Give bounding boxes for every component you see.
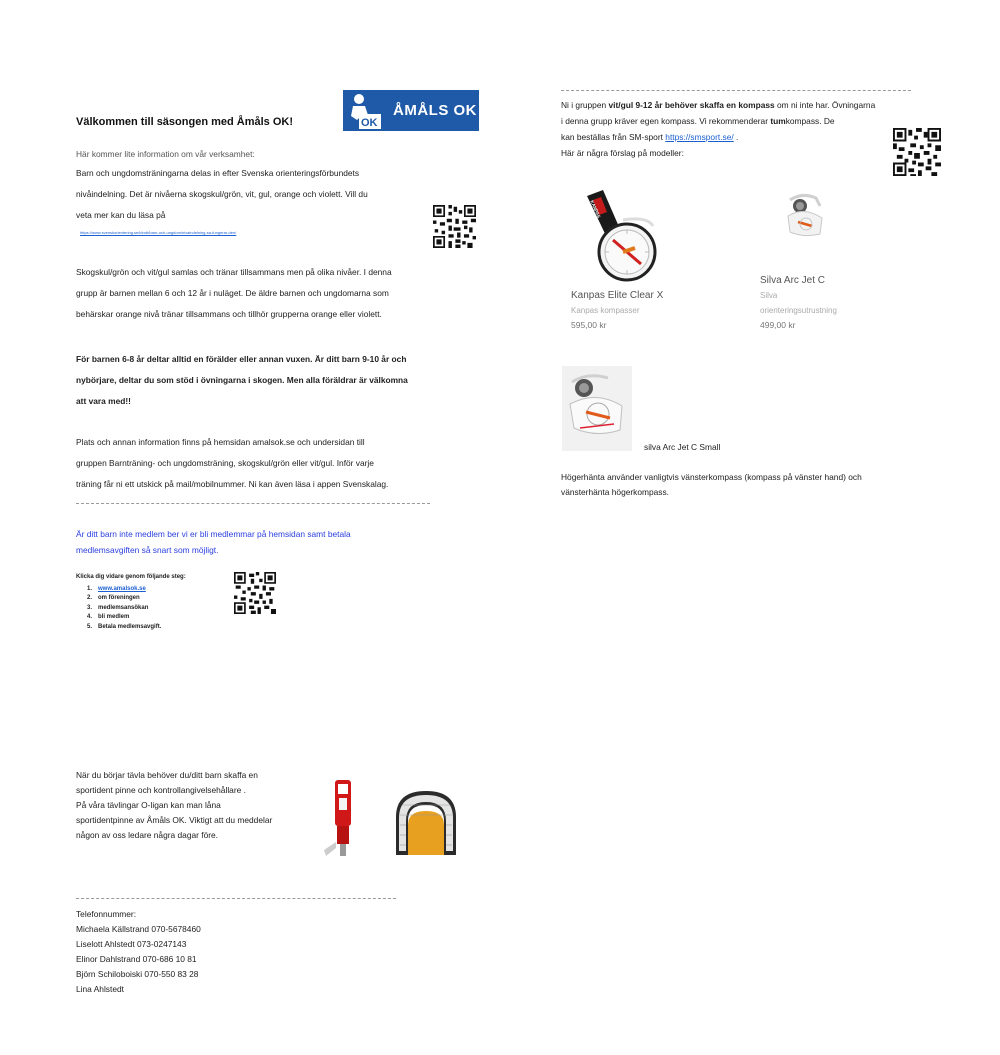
parents-paragraph [76, 349, 408, 412]
compass-intro-line: Här är några förslag på modeller: [561, 148, 684, 158]
compass-intro [561, 97, 875, 161]
levels-paragraph [76, 262, 392, 325]
product-category: Kanpas kompasser [571, 306, 640, 315]
compass-intro-line: kan beställas från SM-sport https://smsport.se/ . [561, 132, 739, 142]
control-description-holder-image [388, 785, 464, 857]
intro-line: nivåindelning. Det är nivåerna skogskul/grön, vit, gul, orange och violett. Vill du [76, 189, 368, 199]
sportident-line: På våra tävlingar O-ligan kan man låna [76, 800, 221, 810]
amalsok-link[interactable]: www.amalsok.se [98, 585, 146, 592]
divider [76, 898, 396, 899]
product-card[interactable] [760, 275, 837, 330]
info-line: träning får ni ett utskick på mail/mobilnummer. Ni kan även läsa i appen Svenskalag. [76, 479, 389, 489]
levels-line: grupp är barnen mellan 6 och 12 år i nuläget. De äldre barnen och ungdomarna som [76, 288, 389, 298]
silva-arc-jet-c-image [782, 192, 828, 240]
sportident-line: sportident pinne och kontrollangivelsehållare . [76, 785, 246, 795]
sportident-line: någon av oss ledare några dagar före. [76, 830, 219, 840]
qr-code-icon [234, 572, 276, 614]
info-line: Plats och annan information finns på hemsidan amalsok.se och undersidan till [76, 437, 365, 447]
step-item: 2. om föreningen [86, 595, 140, 601]
phone-entry: Lina Ahlstedt [76, 984, 124, 994]
qr-code-icon [893, 128, 941, 176]
intro-paragraph [76, 163, 436, 226]
contact-block [76, 907, 201, 997]
info-paragraph [76, 432, 388, 495]
parents-line: att vara med!! [76, 396, 131, 406]
intro-line: Barn och ungdomsträningarna delas in efter Svenska orienteringsförbundets [76, 168, 360, 178]
kanpas-brand-text: KANPAS [589, 199, 602, 219]
phone-entry: Liselott Ahlstedt 073-0247143 [76, 939, 187, 949]
product-price: 595,00 kr [571, 320, 607, 330]
sportident-paragraph [76, 768, 272, 843]
sportident-line: När du börjar tävla behöver du/ditt barn skaffa en [76, 770, 258, 780]
product-category [760, 288, 837, 318]
logo-text: ÅMÅLS OK [393, 102, 477, 119]
step-item: 5. Betala medlemsavgift. [86, 623, 162, 630]
sportident-line: sportidentpinne av Åmåls OK. Viktigt att du meddelar [76, 815, 273, 825]
levels-line: behärskar orange nivå tränar tillsammans och tillhör grupperna orange eller violett. [76, 309, 382, 319]
nivaindelning-link[interactable]: https://www.svenskorientering.se/idrott/barn-och-ungdom/nivaindelning-sa-fungerar-den/ [80, 230, 237, 235]
info-line: gruppen Barnträning- och ungdomsträning, skogskul/grön eller vit/gul. Inför varje [76, 458, 374, 468]
membership-line: medlemsavgiften så snart som möjligt. [76, 545, 219, 555]
membership-line: Är ditt barn inte medlem ber vi er bli medlemmar på hemsidan samt betala [76, 529, 351, 539]
phone-heading: Telefonnummer: [76, 909, 137, 919]
step-item: 1. www.amalsok.se [76, 585, 186, 595]
product-name[interactable]: Silva Arc Jet C [760, 275, 826, 286]
handedness-line: Högerhänta använder vanligtvis vänsterkompass (kompass på vänster hand) och [561, 472, 862, 482]
kanpas-compass-image [575, 190, 665, 282]
steps-block [76, 573, 186, 632]
divider [561, 90, 911, 91]
handedness-paragraph [561, 470, 862, 500]
steps-list [76, 585, 186, 633]
intro-heading: Här kommer lite information om vår verksamhet: [76, 149, 255, 159]
phone-entry: Michaela Källstrand 070-5678460 [76, 924, 201, 934]
product-price: 499,00 kr [760, 320, 796, 330]
step-item: 4. bli medlem [86, 614, 130, 620]
page-title: Välkommen till säsongen med Åmåls OK! [76, 116, 294, 128]
product-category-line: orienteringsutrustning [760, 306, 837, 315]
handedness-line: vänsterhänta högerkompass. [561, 487, 670, 497]
product-category-line: Silva [760, 291, 778, 300]
step-item: 3. medlemsansökan [86, 604, 149, 611]
steps-title: Klicka dig vidare genom följande steg: [76, 574, 186, 580]
small-compass-caption: silva Arc Jet C Small [644, 442, 721, 452]
membership-paragraph [76, 526, 351, 558]
product-card[interactable] [571, 290, 663, 330]
compass-intro-line: i denna grupp kräver egen kompass. Vi rekommenderar tumkompass. De [561, 116, 835, 126]
smsport-link[interactable]: https://smsport.se/ [665, 132, 734, 142]
logo-emblem-text: OK [361, 117, 378, 129]
intro-line: veta mer kan du läsa på [76, 210, 166, 220]
qr-code-icon [433, 205, 476, 248]
sportident-stick-image [322, 778, 366, 858]
club-logo [343, 90, 479, 131]
parents-line: nybörjare, deltar du som stöd i övningarna i skogen. Men alla föräldrar är välkomna [76, 375, 408, 385]
compass-intro-line: Ni i gruppen vit/gul 9-12 år behöver skaffa en kompass om ni inte har. Övningarna [561, 100, 876, 110]
product-name[interactable]: Kanpas Elite Clear X [571, 290, 664, 301]
parents-line: För barnen 6-8 år deltar alltid en förälder eller annan vuxen. Är ditt barn 9-10 år och [76, 354, 407, 364]
levels-line: Skogskul/grön och vit/gul samlas och tränar tillsammans men på olika nivåer. I denna [76, 267, 392, 277]
silva-arc-jet-c-small-image [562, 366, 632, 451]
phone-entry: Björn Schiloboiski 070-550 83 28 [76, 969, 199, 979]
orienteer-logo-icon [343, 90, 383, 131]
phone-entry: Elinor Dahlstrand 070-686 10 81 [76, 954, 197, 964]
divider [76, 503, 430, 504]
compass-icon [562, 366, 632, 451]
